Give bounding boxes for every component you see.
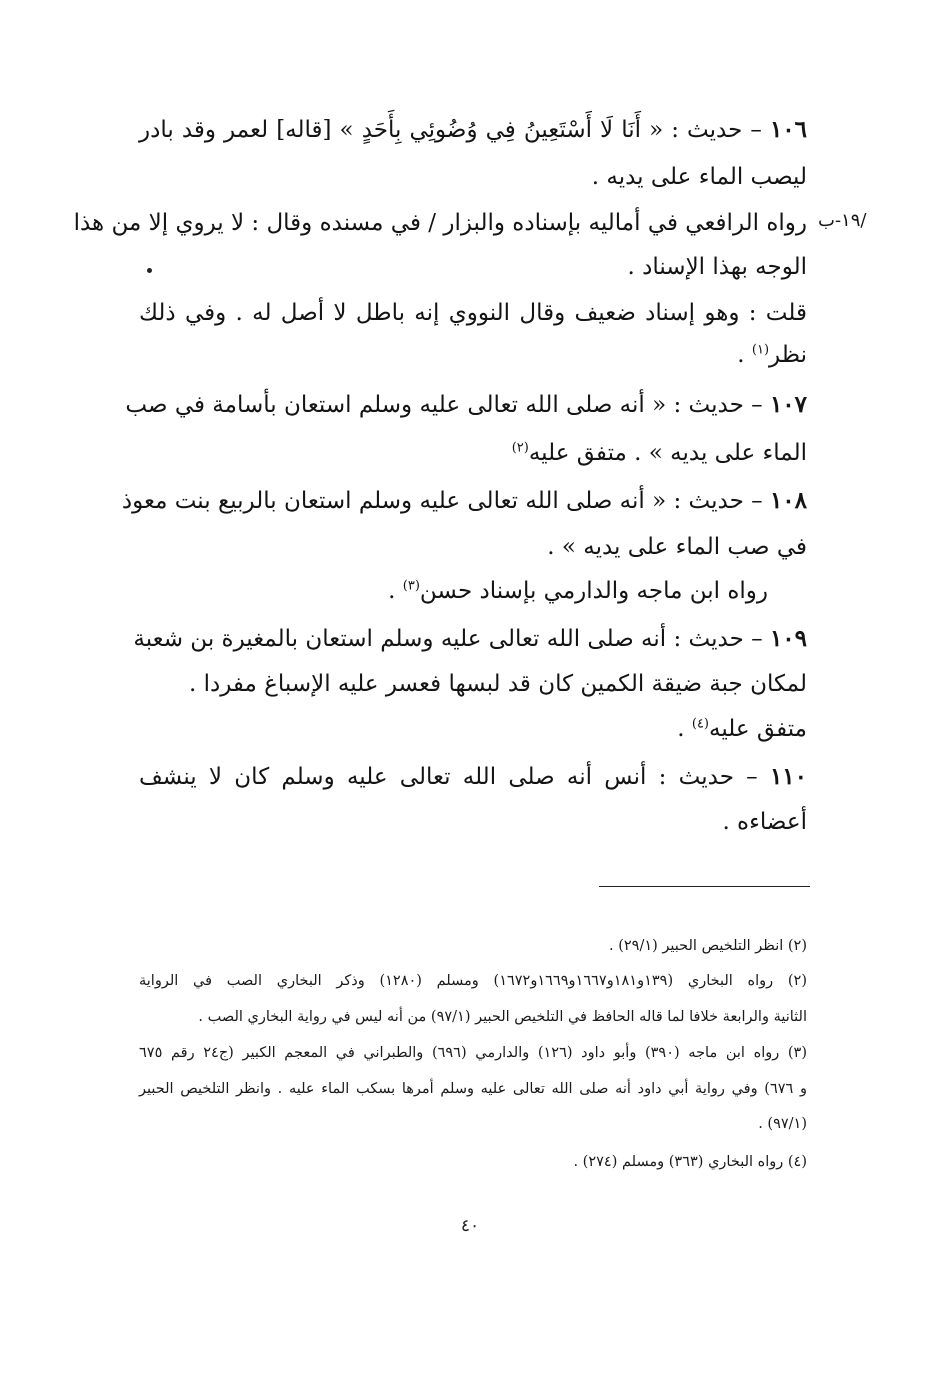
hadith-108-line-1: ١٠٨ – حديث : « أنه صلى الله تعالى عليه وسلم استعان بالربيع بنت معوذ — [121, 487, 807, 514]
footnote-3-line-3: (٩٧/١) . — [758, 1116, 807, 1132]
footnote-1: (٢) انظر التلخيص الحبير (٢٩/١) . — [609, 938, 807, 954]
hadith-107-line-1: ١٠٧ – حديث : « أنه صلى الله تعالى عليه وسلم استعان بأسامة في صب — [125, 391, 807, 418]
hadith-109-line-3: متفق عليه$^{(٤)}$ . — [677, 716, 807, 742]
footnote-3-line-1: (٣) رواه ابن ماجه (٣٩٠) وأبو داود (١٢٦) والدارمي (٦٩٦) والطبراني في المعجم الكبير (ج٢٤ رقم ٦٧٥ — [139, 1045, 807, 1061]
hadith-108-line-2: في صب الماء على يديه » . — [547, 534, 807, 560]
hadith-number: ١١٠ — [769, 763, 807, 790]
paragraph-108-source: رواه ابن ماجه والدارمي بإسناد حسن$^{(٣)}$ . — [388, 578, 768, 604]
paragraph-106-a-line-1: رواه الرافعي في أماليه بإسناده والبزار / في مسنده وقال : لا يروي إلا من هذا — [73, 210, 807, 236]
hadith-110-line-1: ١١٠ – حديث : أنس أنه صلى الله تعالى عليه وسلم كان لا ينشف — [139, 763, 807, 790]
hadith-number: ١٠٧ — [769, 391, 807, 418]
hadith-number: ١٠٩ — [769, 625, 807, 652]
footnote-separator — [599, 886, 810, 887]
hadith-109-line-1: ١٠٩ – حديث : أنه صلى الله تعالى عليه وسلم استعان بالمغيرة بن شعبة — [133, 625, 807, 652]
footnote-4: (٤) رواه البخاري (٣٦٣) ومسلم (٢٧٤) . — [573, 1154, 807, 1170]
footnote-ref: (١) — [751, 342, 770, 358]
paragraph-106-b-line-2: نظر$^{(١)}$ . — [737, 342, 807, 368]
page-number: ٤٠ — [460, 1216, 480, 1236]
hadith-109-line-2: لمكان جبة ضيقة الكمين كان قد لبسها فعسر عليه الإسباغ مفردا . — [188, 671, 807, 697]
hadith-107-line-2: الماء على يديه » . متفق عليه$^{(٢)}$ — [511, 440, 807, 466]
footnote-ref: (٣) — [402, 578, 420, 594]
paragraph-106-b-line-1: قلت : وهو إسناد ضعيف وقال النووي إنه باطل لا أصل له . وفي ذلك — [139, 300, 807, 326]
paragraph-106-a-line-2: الوجه بهذا الإسناد . — [627, 254, 807, 280]
footnote-ref: (٢) — [511, 440, 529, 456]
hadith-110-line-2: أعضاءه . — [722, 809, 807, 835]
stray-mark — [147, 268, 152, 273]
footnote-ref: (٤) — [691, 716, 709, 732]
footnote-2-line-1: (٢) رواه البخاري (١٣٩و١٨١و١٦٦٧و١٦٦٩و١٦٧٢) ومسلم (١٢٨٠) وذكر البخاري الصب في الرواية — [139, 973, 807, 989]
hadith-number: ١٠٨ — [769, 487, 807, 514]
hadith-number: ١٠٦ — [769, 116, 807, 143]
hadith-106-line-1: ١٠٦ – حديث : « أَنَا لَا أَسْتَعِينُ فِي وُضُوئِي بِأَحَدٍ » [قاله] لعمر وقد بادر — [139, 116, 807, 143]
manuscript-folio-note: /١٩-ب — [818, 210, 867, 231]
footnote-3-line-2: و ٦٧٦) وفي رواية أبي داود أنه صلى الله تعالى عليه وسلم أمرها بسكب الماء عليه . وانظر التلخيص الحبير — [139, 1081, 807, 1097]
footnote-2-line-2: الثانية والرابعة خلافا لما قاله الحافظ في التلخيص الحبير (٩٧/١) من أنه ليس في رواية البخاري الصب . — [198, 1009, 807, 1025]
hadith-106-line-2: ليصب الماء على يديه . — [591, 164, 807, 190]
